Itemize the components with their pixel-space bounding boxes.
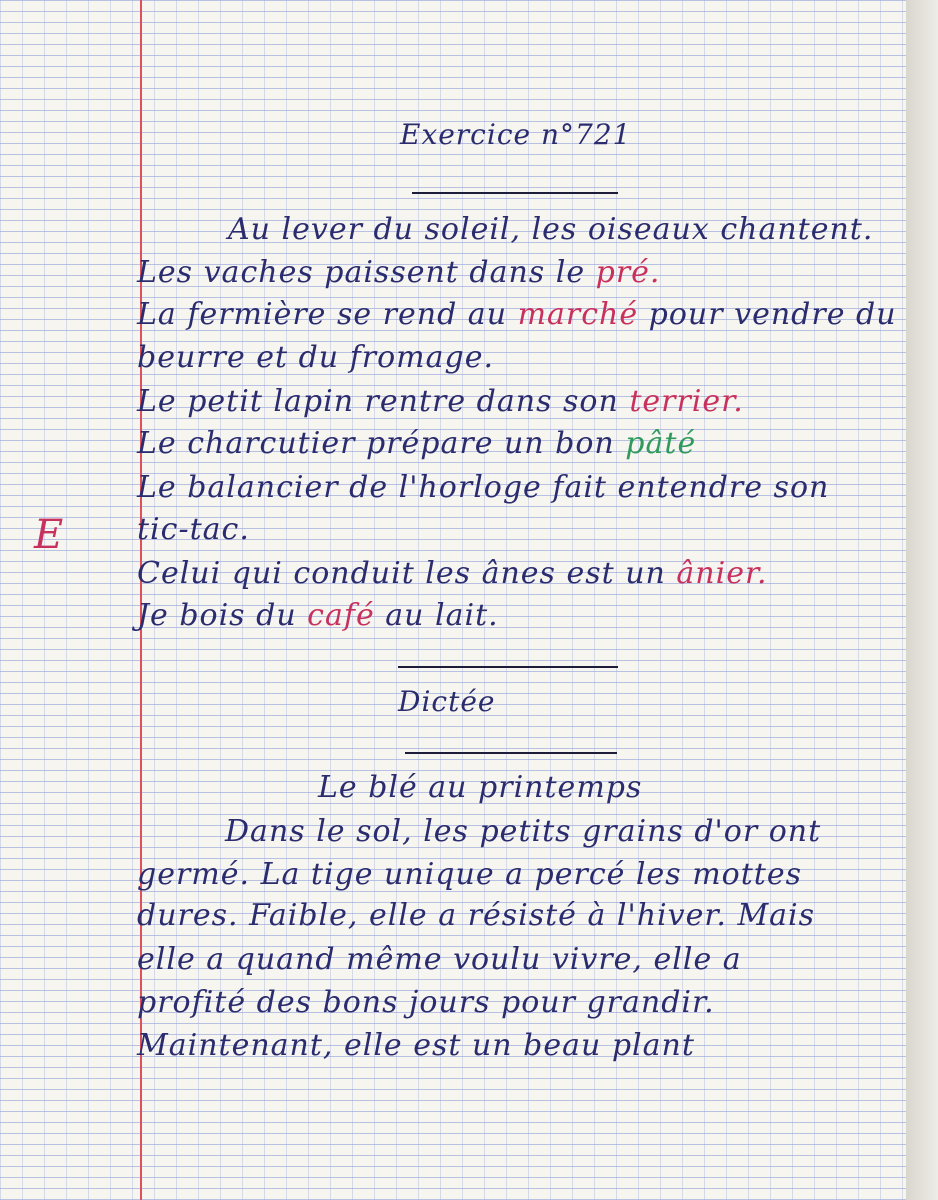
corrected-word: pré. [595, 255, 661, 290]
exercise-line [137, 598, 499, 633]
divider-line [405, 752, 617, 754]
corrected-word: pâté [625, 426, 697, 461]
grade-mark: E [34, 512, 64, 558]
line-segment: Le petit lapin rentre dans son [137, 384, 630, 419]
dictation-subtitle: Le blé au printemps [318, 770, 643, 805]
corrected-word: marché [517, 297, 639, 332]
exercise-line [137, 384, 744, 419]
dictation-line: Maintenant, elle est un beau plant [137, 1028, 695, 1063]
exercise-line [137, 512, 250, 547]
corrected-word: café [307, 598, 375, 633]
dictation-line: Dans le sol, les petits grains d'or ont [225, 814, 822, 849]
line-segment: Je bois du [137, 598, 308, 633]
divider-line [398, 666, 618, 668]
exercise-line [137, 297, 897, 332]
line-segment: pour vendre du [638, 297, 897, 332]
exercise-line [137, 556, 768, 591]
exercise-title: Exercice n°721 [400, 118, 632, 151]
page-edge [906, 0, 938, 1200]
line-segment: Les vaches paissent dans le [137, 255, 596, 290]
corrected-word: ânier. [676, 556, 768, 591]
exercise-line [137, 470, 829, 505]
line-segment: tic-tac. [137, 512, 250, 547]
dictation-line: germé. La tige unique a percé les mottes [137, 857, 802, 892]
dictation-line: profité des bons jours pour grandir. [137, 985, 715, 1020]
line-segment: Au lever du soleil, les oiseaux chantent. [228, 212, 874, 247]
line-segment: beurre et du fromage. [137, 340, 494, 375]
exercise-line [137, 426, 696, 461]
divider-line [412, 192, 618, 194]
line-segment: La fermière se rend au [137, 297, 518, 332]
line-segment: Celui qui conduit les ânes est un [137, 556, 677, 591]
dictation-line: elle a quand même voulu vivre, elle a [137, 942, 742, 977]
corrected-word: terrier. [629, 384, 744, 419]
exercise-line [137, 255, 660, 290]
line-segment: Le balancier de l'horloge fait entendre son [137, 470, 830, 505]
line-segment: au lait. [374, 598, 499, 633]
dictation-line: dures. Faible, elle a résisté à l'hiver. Mais [137, 898, 816, 933]
exercise-line [137, 340, 494, 375]
dictation-heading: Dictée [398, 685, 496, 718]
exercise-line [228, 212, 873, 247]
line-segment: Le charcutier prépare un bon [137, 426, 626, 461]
